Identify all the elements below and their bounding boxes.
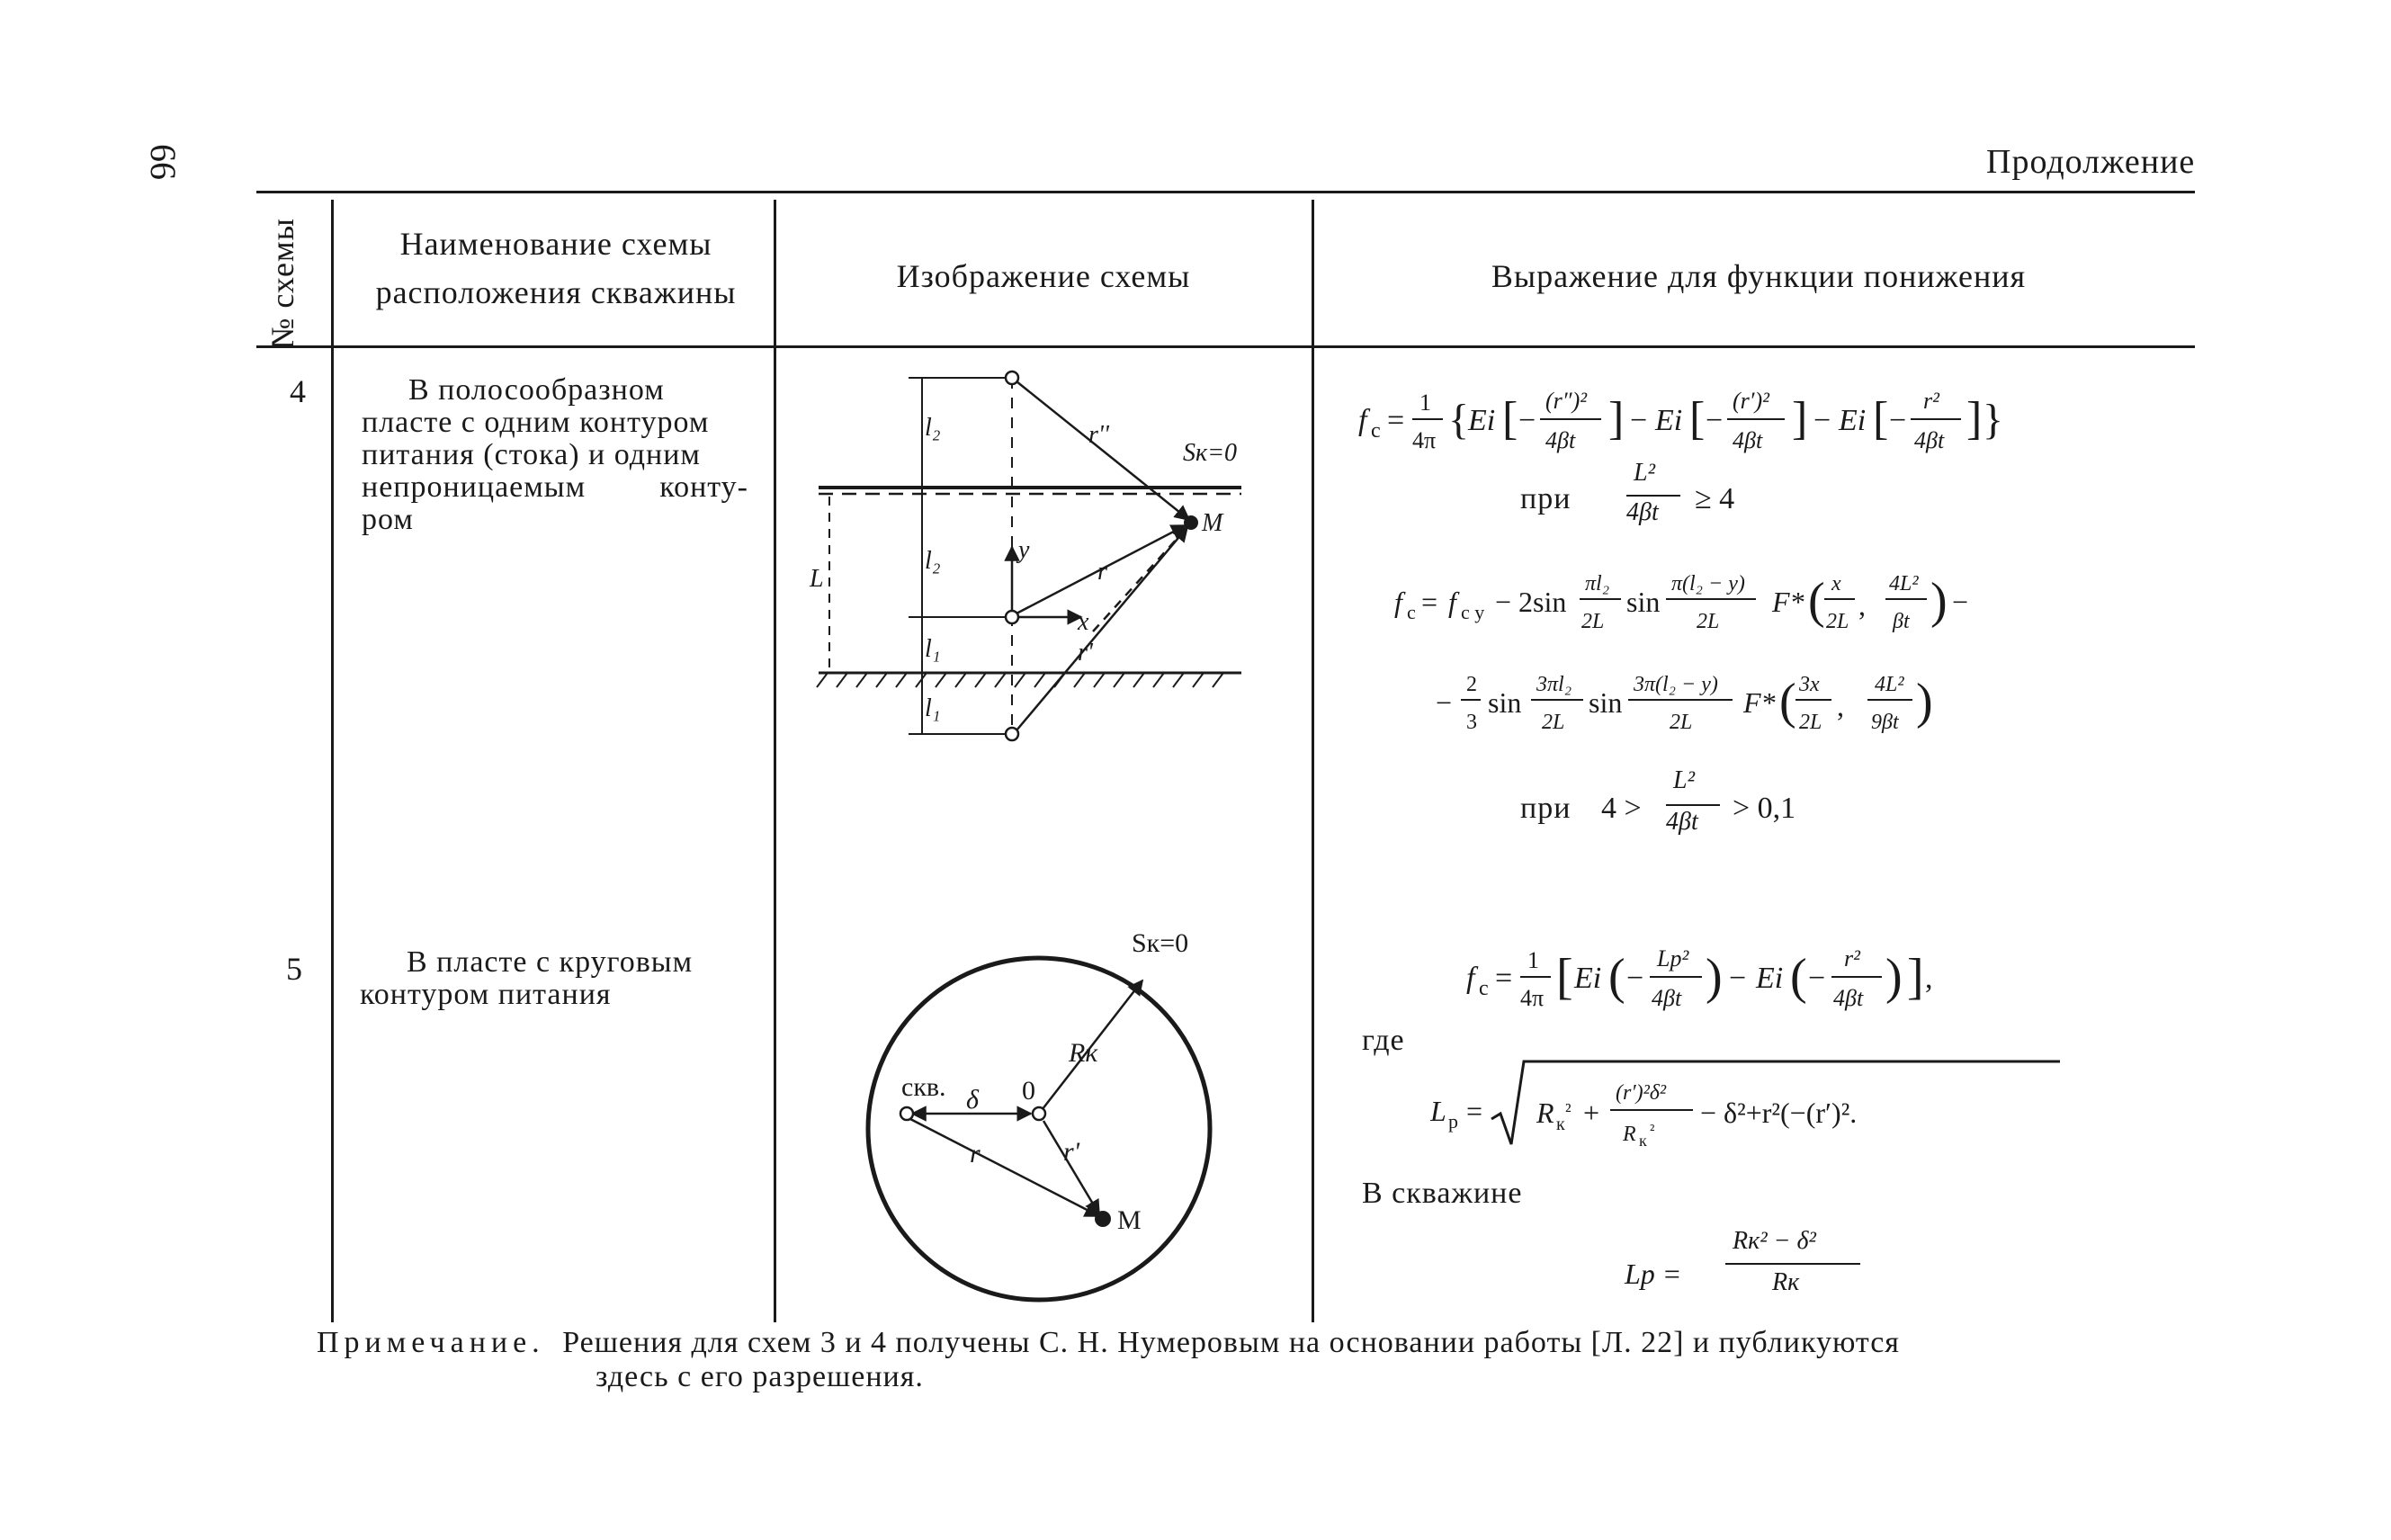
svg-text:4π: 4π	[1520, 985, 1545, 1011]
svg-text:3x: 3x	[1799, 673, 1820, 696]
svg-text:²: ²	[1565, 1099, 1572, 1122]
svg-text:3πl₂: 3πl₂	[1536, 673, 1572, 696]
svg-text:sin: sin	[1626, 586, 1661, 618]
condition-2-denominator: 4βt	[1666, 808, 1698, 836]
svg-text:Ei: Ei	[1756, 962, 1784, 995]
svg-text:+: +	[1583, 1097, 1600, 1129]
header-expression: Выражение для функции понижения	[1491, 258, 2027, 294]
svg-text:R: R	[1536, 1097, 1554, 1129]
svg-text:R: R	[1623, 1123, 1636, 1146]
svg-text:c: c	[1407, 601, 1416, 623]
svg-text:,: ,	[1858, 589, 1866, 622]
svg-text:[: [	[1689, 393, 1706, 444]
condition-1-word: при	[1520, 482, 1572, 515]
column-divider-2	[774, 200, 776, 1322]
svg-text:4βt: 4βt	[1733, 427, 1763, 453]
svg-text:9βt: 9βt	[1871, 711, 1899, 734]
formula-lp-well	[1625, 1227, 1894, 1317]
svg-text:]: ]	[1907, 949, 1924, 1005]
svg-text:F*: F*	[1772, 586, 1804, 618]
svg-text:−: −	[1518, 404, 1536, 437]
svg-text:Ei: Ei	[1839, 404, 1867, 437]
svg-text:3: 3	[1466, 711, 1477, 734]
label-sk: Sк=0	[1132, 928, 1189, 958]
header-scheme-name-line-1: Наименование схемы	[399, 226, 712, 262]
table-header-rule	[256, 345, 2195, 348]
condition-2-word: при	[1520, 792, 1572, 825]
label-l1-bottom: l₁	[925, 694, 941, 722]
label-delta: δ	[966, 1085, 979, 1115]
header-scheme-image: Изображение схемы	[896, 258, 1191, 294]
condition-1-numerator: L²	[1634, 459, 1655, 487]
svg-text:(: (	[1790, 949, 1807, 1005]
svg-text:x: x	[1831, 572, 1841, 595]
row-4-name-line: питания (стока) и одним	[362, 438, 701, 471]
svg-text:]: ]	[1966, 393, 1983, 444]
svg-text:βt: βt	[1893, 610, 1910, 633]
svg-text:Lp²: Lp²	[1657, 945, 1689, 971]
svg-text:3π(l₂ − y): 3π(l₂ − y)	[1634, 673, 1718, 696]
where-label: где	[1362, 1024, 1405, 1057]
label-m: M	[1202, 509, 1223, 537]
label-r: r	[1097, 558, 1107, 586]
scheme-5-diagram	[846, 900, 1241, 1313]
svg-text:Ei: Ei	[1574, 962, 1602, 995]
label-x: x	[1078, 608, 1089, 636]
row-4-name-line: непроницаемым конту-	[362, 470, 748, 504]
svg-text:− 2sin: − 2sin	[1495, 586, 1567, 618]
svg-text:f: f	[1358, 404, 1367, 437]
table-top-rule	[256, 191, 2195, 193]
footnote-line-2: здесь с его разрешения.	[596, 1360, 924, 1393]
svg-text:[: [	[1502, 393, 1518, 444]
row-4-name-line: ром	[362, 503, 414, 536]
svg-text:π(l₂ − y): π(l₂ − y)	[1671, 572, 1745, 595]
svg-text:(r′)²: (r′)²	[1733, 388, 1769, 414]
svg-text:f: f	[1448, 586, 1456, 618]
svg-text:2L: 2L	[1697, 610, 1720, 633]
svg-text:L: L	[1430, 1095, 1446, 1127]
row-5-name-line: контуром питания	[360, 978, 612, 1011]
svg-text:πl₂: πl₂	[1585, 572, 1610, 595]
svg-text:=: =	[1421, 586, 1438, 618]
svg-text:1: 1	[1419, 389, 1431, 416]
header-scheme-name-line-2: расположения скважины	[375, 274, 737, 310]
svg-text:4π: 4π	[1412, 427, 1437, 453]
condition-2	[1520, 766, 1880, 847]
svg-text:(: (	[1808, 573, 1825, 629]
row-4-number: 4	[290, 373, 306, 409]
row-5-number: 5	[286, 951, 302, 987]
svg-text:p: p	[1448, 1110, 1458, 1133]
label-l2-top: l₂	[925, 414, 941, 442]
svg-text:}: }	[1983, 396, 2004, 443]
header-scheme-name	[340, 219, 772, 317]
condition-2-relation: > 0,1	[1733, 792, 1796, 825]
formula-fc-1	[1358, 378, 2168, 468]
svg-text:к: к	[1556, 1115, 1565, 1134]
svg-text:): )	[1706, 949, 1723, 1005]
label-l1-mid: l₁	[925, 635, 941, 663]
svg-text:[: [	[1873, 393, 1889, 444]
label-well: скв.	[901, 1072, 946, 1102]
label-rk: Rк	[1069, 1038, 1098, 1068]
label-r: r	[970, 1139, 981, 1168]
lp-well-numerator: Rк² − δ²	[1733, 1227, 1816, 1255]
label-y: y	[1018, 536, 1030, 564]
footnote	[317, 1326, 2188, 1394]
svg-text:(r′)²δ²: (r′)²δ²	[1616, 1081, 1667, 1105]
lp-well-lhs: Lp =	[1625, 1258, 1682, 1290]
row-5-name	[360, 946, 747, 1011]
svg-text:− δ²+r²(−(r′)².: − δ²+r²(−(r′)².	[1700, 1097, 1858, 1129]
svg-text:c y: c y	[1461, 601, 1485, 623]
svg-text:−: −	[1630, 404, 1648, 437]
svg-text:,: ,	[1925, 962, 1933, 995]
svg-text:{: {	[1448, 396, 1470, 443]
scheme-4-diagram	[792, 360, 1295, 756]
footnote-line-1	[317, 1326, 2188, 1360]
svg-text:2L: 2L	[1826, 610, 1849, 633]
svg-text:]: ]	[1792, 393, 1808, 444]
label-sk: Sк=0	[1183, 439, 1237, 467]
label-l2-mid: l₂	[925, 547, 941, 575]
svg-text:2L: 2L	[1581, 610, 1605, 633]
svg-text:−: −	[1706, 404, 1724, 437]
svg-text:−: −	[1626, 962, 1644, 995]
svg-text:sin: sin	[1488, 686, 1522, 719]
svg-text:2L: 2L	[1542, 711, 1565, 734]
formula-fc-5	[1466, 936, 2042, 1025]
svg-text:4βt: 4βt	[1652, 985, 1682, 1011]
footnote-text-1: Решения для схем 3 и 4 получены С. Н. Нумеровым на основании работы [Л. 22] и публикуются	[562, 1326, 1900, 1359]
svg-text:f: f	[1466, 962, 1475, 995]
page-number: 66	[143, 144, 184, 180]
svg-text:−: −	[1808, 962, 1826, 995]
label-m: M	[1117, 1205, 1142, 1235]
in-well-label: В скважине	[1362, 1177, 1523, 1210]
svg-text:к: к	[1639, 1132, 1647, 1150]
svg-text:sin: sin	[1589, 686, 1623, 719]
svg-text:(: (	[1779, 674, 1796, 730]
row-4-name-line: пласте с одним контуром	[362, 406, 710, 439]
label-r-prime: r'	[1063, 1137, 1080, 1167]
svg-text:,: ,	[1837, 690, 1844, 722]
svg-text:4βt: 4βt	[1914, 427, 1945, 453]
svg-text:4L²: 4L²	[1875, 673, 1904, 696]
svg-text:−: −	[1813, 404, 1831, 437]
svg-text:2L: 2L	[1670, 711, 1693, 734]
formula-lp	[1430, 1054, 2060, 1153]
svg-text:c: c	[1479, 977, 1489, 1000]
svg-text:=: =	[1495, 962, 1513, 995]
condition-2-left: 4 >	[1601, 792, 1642, 825]
lp-well-denominator: Rк	[1772, 1268, 1800, 1296]
label-r-double-prime: r''	[1088, 421, 1109, 449]
footnote-label: Примечание.	[317, 1326, 545, 1359]
svg-text:r²: r²	[1923, 388, 1939, 414]
label-L: L	[810, 565, 824, 593]
label-r-prime: r'	[1078, 639, 1093, 667]
condition-1-fraction-bar	[1626, 495, 1680, 497]
svg-text:r²: r²	[1844, 945, 1860, 971]
svg-text:−: −	[1889, 404, 1907, 437]
formula-fc-2	[1394, 558, 2186, 756]
svg-text:Ei: Ei	[1468, 404, 1496, 437]
condition-1-denominator: 4βt	[1626, 498, 1659, 526]
header-scheme-number: № схемы	[264, 218, 300, 349]
svg-text:]: ]	[1608, 393, 1625, 444]
row-4-name	[362, 374, 748, 536]
row-4-name-line: В полосообразном	[408, 373, 665, 407]
condition-2-fraction-bar	[1666, 804, 1720, 806]
lp-well-fraction-bar	[1725, 1263, 1860, 1265]
svg-text:[: [	[1556, 949, 1573, 1005]
svg-text:(: (	[1608, 949, 1625, 1005]
svg-text:²: ²	[1650, 1121, 1655, 1139]
svg-text:Ei: Ei	[1655, 404, 1683, 437]
svg-text:−: −	[1436, 686, 1453, 719]
column-divider-1	[331, 200, 334, 1322]
condition-1-relation: ≥ 4	[1695, 482, 1735, 515]
svg-text:): )	[1885, 949, 1903, 1005]
condition-2-numerator: L²	[1673, 766, 1695, 794]
svg-text:2L: 2L	[1799, 711, 1822, 734]
svg-text:): )	[1916, 674, 1933, 730]
label-origin: 0	[1022, 1076, 1035, 1106]
svg-text:2: 2	[1466, 673, 1477, 696]
svg-text:f: f	[1394, 586, 1402, 618]
svg-text:−: −	[1729, 962, 1747, 995]
svg-text:(r″)²: (r″)²	[1545, 388, 1588, 414]
svg-text:4L²: 4L²	[1889, 572, 1919, 595]
row-5-name-line: В пласте с круговым	[407, 945, 694, 979]
svg-text:4βt: 4βt	[1545, 427, 1576, 453]
svg-text:=: =	[1466, 1095, 1483, 1127]
svg-text:−: −	[1952, 586, 1969, 618]
svg-text:1: 1	[1527, 947, 1539, 973]
svg-text:): )	[1930, 573, 1948, 629]
svg-text:c: c	[1371, 419, 1381, 443]
svg-text:=: =	[1387, 404, 1405, 437]
svg-text:F*: F*	[1743, 686, 1776, 719]
column-divider-3	[1312, 200, 1314, 1322]
continuation-label: Продолжение	[1986, 143, 2196, 181]
svg-text:4βt: 4βt	[1833, 985, 1864, 1011]
